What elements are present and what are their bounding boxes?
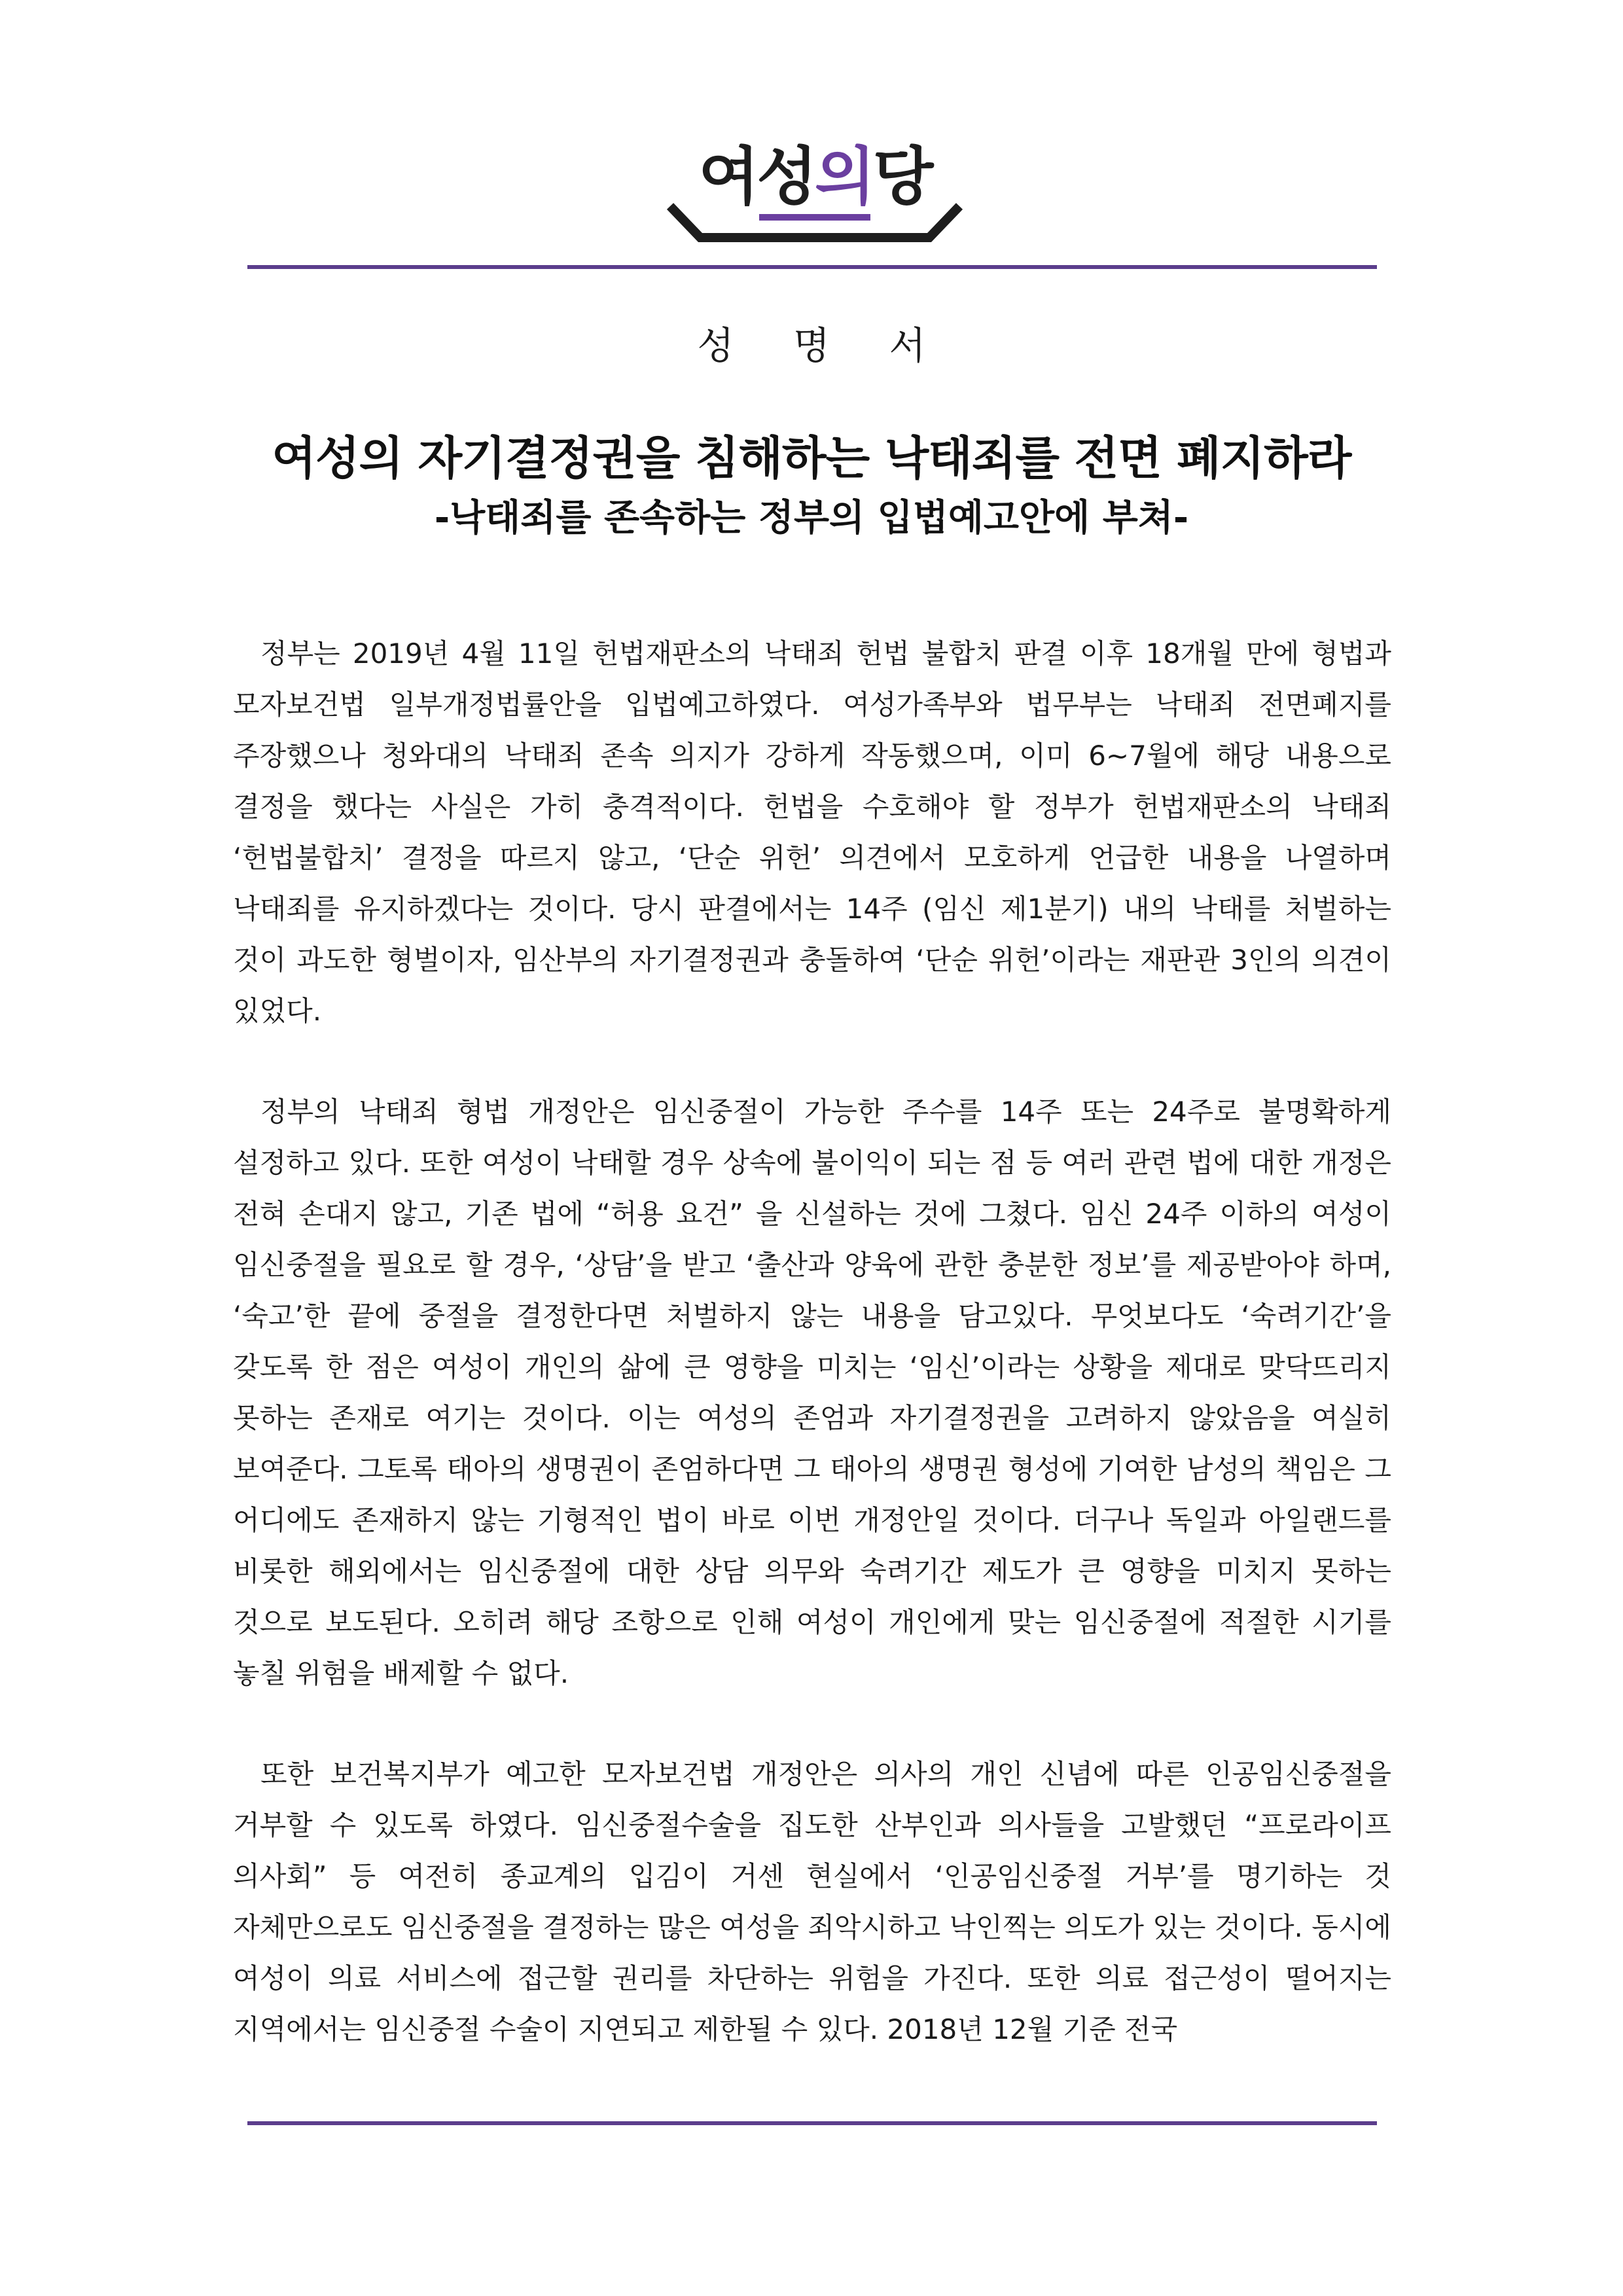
document-type-label: 성 명 서 <box>697 323 950 368</box>
body-paragraph-1: 정부는 2019년 4월 11일 헌법재판소의 낙태죄 헌법 불합치 판결 이후 18개월 만에 형법과 모자보건법 일부개정법률안을 입법예고하였다. 여성가족부와 법무부는 낙태죄 전면폐지를 주장했으나 청와대의 낙태죄 존속 의지가 강하게 작동했으며, 이미 6~7월에 해당 내용으로 결정을 했다는 사실은 가히 충격적이다. 헌법을 수호해야 할 정부가 헌법재판소의 낙태죄 ‘헌법불합치’ 결정을 따르지 않고, ‘단순 위헌’ 의견에서 모호하게 언급한 내용을 나열하며 낙태죄를 유지하겠다는 것이다. 당시 판결에서는 14주 (임신 제1분기) 내의 낙태를 처벌하는 것이 과도한 형벌이자, 임산부의 자기결정권과 충돌하여 ‘단순 위헌’이라는 재판관 3인의 의견이 있었다. <box>233 637 1391 1027</box>
statement-body <box>233 628 1391 2105</box>
body-paragraph-3: 또한 보건복지부가 예고한 모자보건법 개정안은 의사의 개인 신념에 따른 인공임신중절을 거부할 수 있도록 하였다. 임신중절수술을 집도한 산부인과 의사들을 고발했던 “프로라이프 의사회” 등 여전히 종교계의 입김이 거센 현실에서 ‘인공임신중절 거부’를 명기하는 것 자체만으로도 임신중절을 결정하는 많은 여성을 죄악시하고 낙인찍는 의도가 있는 것이다. 동시에 여성이 의료 서비스에 접근할 권리를 차단하는 위험을 가진다. 또한 의료 접근성이 떨어지는 지역에서는 임신중절 수술이 지연되고 제한될 수 있다. 2018년 12월 기준 전국 <box>233 1758 1391 2045</box>
header-divider <box>247 265 1377 269</box>
party-logo <box>661 141 969 245</box>
document-subtitle: -낙태죄를 존속하는 정부의 입법예고안에 부쳐- <box>434 497 1189 539</box>
logo-text-part-1: 여성 <box>698 140 815 213</box>
logo-underline-icon <box>661 141 969 245</box>
body-paragraph-2: 정부의 낙태죄 형법 개정안은 임신중절이 가능한 주수를 14주 또는 24주로 불명확하게 설정하고 있다. 또한 여성이 낙태할 경우 상속에 불이익이 되는 점 등 여러 관련 법에 대한 개정은 전혀 손대지 않고, 기존 법에 “허용 요건” 을 신설하는 것에 그쳤다. 임신 24주 이하의 여성이 임신중절을 필요로 할 경우, ‘상담’을 받고 ‘출산과 양육에 관한 충분한 정보’를 제공받아야 하며, ‘숙고’한 끝에 중절을 결정한다면 처벌하지 않는 내용을 담고있다. 무엇보다도 ‘숙려기간’을 갖도록 한 점은 여성이 개인의 삶에 큰 영향을 미치는 ‘임신’이라는 상황을 제대로 맞닥뜨리지 못하는 존재로 여기는 것이다. 이는 여성의 존엄과 자기결정권을 고려하지 않았음을 여실히 보여준다. 그토록 태아의 생명권이 존엄하다면 그 태아의 생명권 형성에 기여한 남성의 책임은 그 어디에도 존재하지 않는 기형적인 법이 바로 이번 개정안일 것이다. 더구나 독일과 아일랜드를 비롯한 해외에서는 임신중절에 대한 상담 의무와 숙려기간 제도가 큰 영향을 미치지 못하는 것으로 보도된다. 오히려 해당 조항으로 인해 여성이 개인에게 맞는 임신중절에 적절한 시기를 놓칠 위험을 배제할 수 없다. <box>233 1096 1391 1689</box>
logo-text-part-3: 당 <box>872 140 931 213</box>
document-title: 여성의 자기결정권을 침해하는 낙태죄를 전면 폐지하라 <box>272 431 1351 485</box>
logo-text-accent: 의 <box>814 140 873 213</box>
footer-divider <box>247 2121 1377 2125</box>
